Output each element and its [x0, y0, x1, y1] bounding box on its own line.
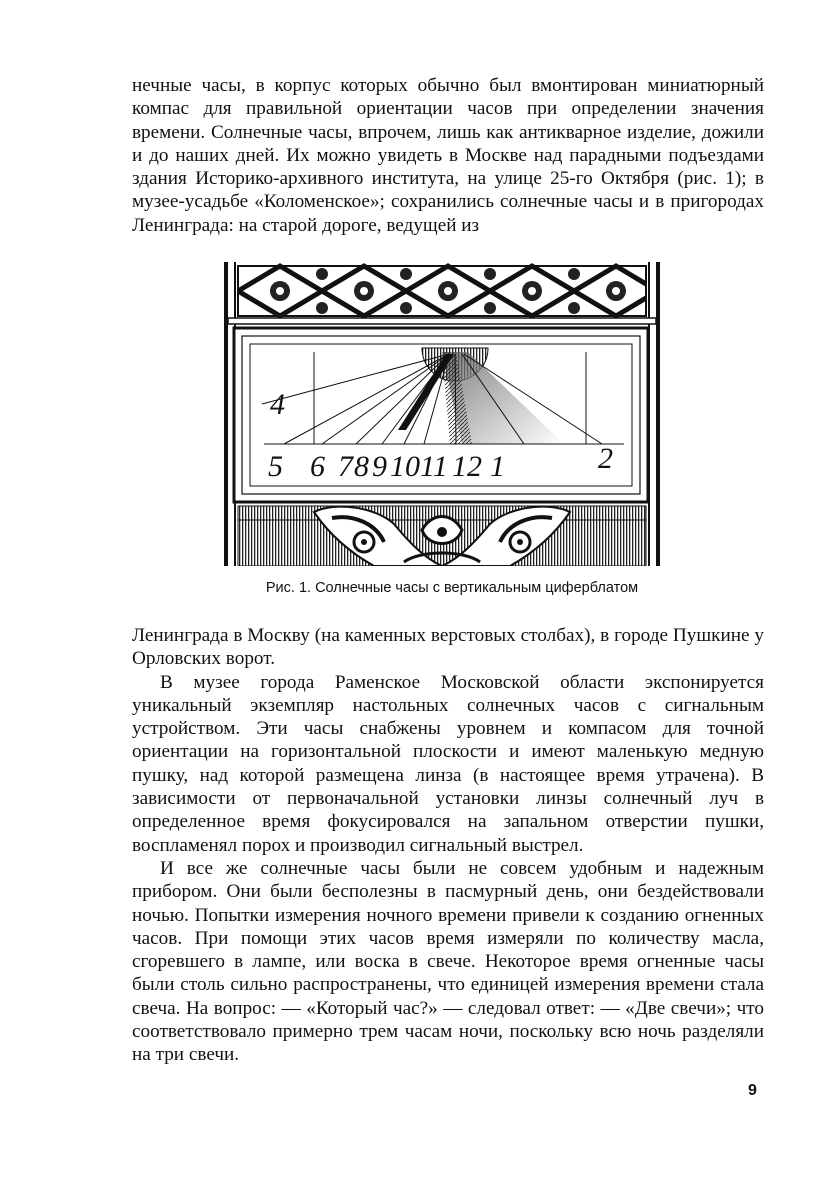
- paragraph: И все же солнечные часы были не совсем удобным и надежным прибором. Они были бесполезны в пасмурный день, они бездействовали ночью. Попытки измерения ночного времени привели к созданию огненных часов. При помощи этих часов время измеряли по количеству масла, сгоревшего в лампе, или воска в свече. Некоторое время огненные часы были столь сильно распространены, что единицей измерения времени стала свеча. На вопрос: — «Который час?» — следовал ответ: — «Две свечи»; что соответствовало примерно трем часам ночи, поскольку всю ночь разделяли на три свечи.: [132, 857, 764, 1066]
- text-block-top: [132, 74, 764, 237]
- dial-numeral: 9: [372, 450, 387, 483]
- paragraph: В музее города Раменское Московской области экспонируется уникальный экземпляр настольных солнечных часов с сигнальным устройством. Эти часы снабжены уровнем и компасом для точной ориентации на горизонтальной плоскости и имеют маленькую медную пушку, над которой размещена линза (в настоящее время утрачена). В зависимости от первоначальной установки линзы солнечный луч в определенное время фокусировался на запальном отверстии пушки, воспламенял порох и производил сигнальный выстрел.: [132, 671, 764, 856]
- dial-numeral: 4: [270, 388, 285, 421]
- dial-numeral: 2: [598, 442, 613, 475]
- dial-numeral: 12: [452, 450, 482, 483]
- dial-numeral: 10: [390, 450, 420, 483]
- page-number: 9: [748, 1082, 757, 1099]
- dial-numeral: 7: [338, 450, 353, 483]
- paragraph: Ленинграда в Москву (на каменных верстовых столбах), в городе Пушкине у Орловских ворот.: [132, 625, 764, 670]
- text-block-bottom: [132, 624, 764, 1067]
- ornament-top: [238, 266, 646, 316]
- dial-numeral: 6: [310, 450, 325, 483]
- dial-numeral: 5: [268, 450, 283, 483]
- dial-numeral: 11: [420, 450, 448, 483]
- paragraph: нечные часы, в корпус которых обычно был вмонтирован миниатюрный компас для правильной ориентации часов при определении значения времени. Солнечные часы, впрочем, лишь как антикварное изделие, дожили и до наших дней. Их можно увидеть в Москве над парадными подъездами здания Историко-архивного института, на улице 25-го Октября (рис. 1); в музее-усадьбе «Коломенское»; сохранились солнечные часы и в пригородах Ленинграда: на старой дороге, ведущей из: [132, 75, 764, 236]
- figure-caption: Рис. 1. Солнечные часы с вертикальным циферблатом: [265, 580, 639, 596]
- dial-numeral: 1: [490, 450, 505, 483]
- dial-numeral: 8: [354, 450, 369, 483]
- sundial-figure: [224, 262, 660, 566]
